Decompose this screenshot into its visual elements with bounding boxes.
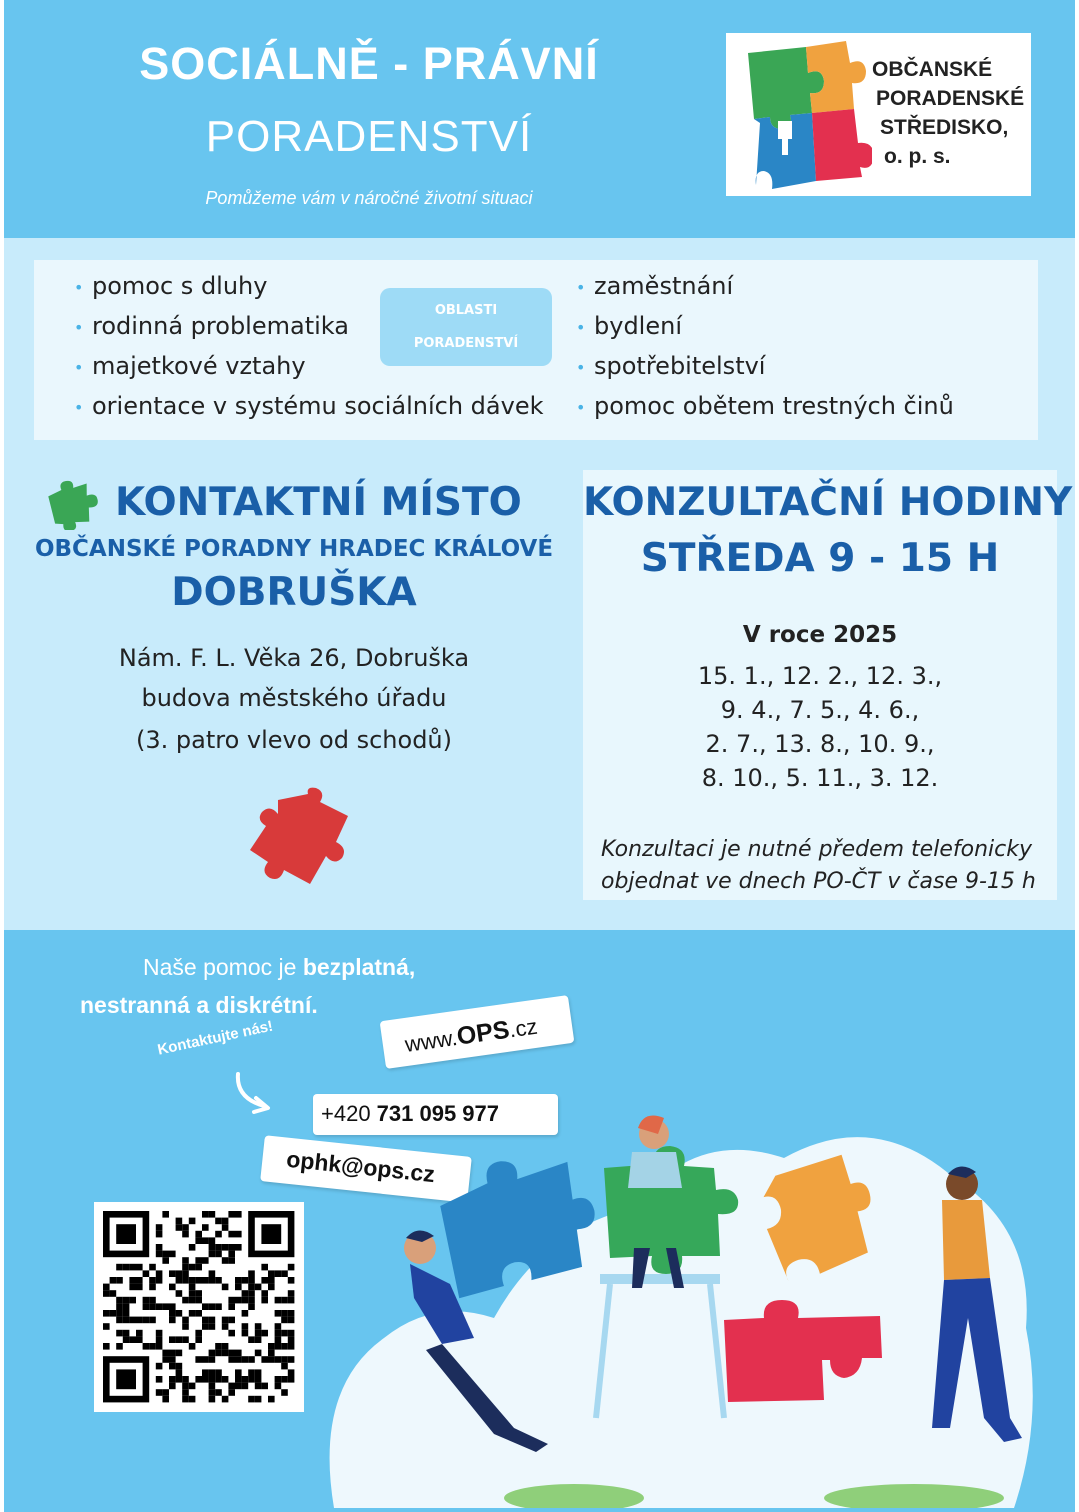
logo-text — [872, 55, 1024, 171]
consultation-note-2: objednat ve dnech PO-ČT v čase 9-15 h — [601, 869, 1036, 894]
consultation-title-2: STŘEDA 9 - 15 H — [640, 536, 1000, 581]
address-line-2: budova městského úřadu — [141, 684, 447, 712]
footer — [4, 930, 1075, 1512]
organization-logo — [726, 33, 1031, 196]
consultation-title-1: KONZULTAČNÍ HODINY — [583, 480, 1073, 525]
consultation-hours — [583, 470, 1073, 900]
logo-line-4: o. p. s. — [884, 145, 951, 168]
area-item: • pomoc s dluhy — [70, 266, 544, 306]
team-puzzle-illustration — [314, 1088, 1054, 1508]
help-line-2: nestranná a diskrétní. — [80, 992, 318, 1018]
counseling-areas — [34, 260, 1038, 440]
consultation-dates-3: 2. 7., 13. 8., 10. 9., — [705, 730, 935, 758]
consultation-dates-1: 15. 1., 12. 2., 12. 3., — [697, 662, 943, 690]
consultation-note-1: Konzultaci je nutné předem telefonicky — [601, 837, 1032, 862]
qr-code[interactable] — [94, 1202, 304, 1412]
areas-list-right — [572, 266, 954, 426]
help-text-a: Naše pomoc je — [143, 954, 303, 980]
areas-badge — [380, 288, 552, 366]
contact-title: KONTAKTNÍ MÍSTO — [115, 480, 522, 525]
address-line-1: Nám. F. L. Věka 26, Dobruška — [118, 644, 470, 672]
address-line-3: (3. patro vlevo od schodů) — [136, 726, 452, 754]
areas-badge-line-2: PORADENSTVÍ — [413, 336, 519, 351]
contact-us-label: Kontaktujte nás! — [156, 1017, 275, 1059]
consultation-dates-2: 9. 4., 7. 5., 4. 6., — [720, 696, 920, 724]
consultation-year: V roce 2025 — [742, 622, 898, 648]
curved-arrow-icon — [230, 1070, 276, 1116]
tagline: Pomůžeme vám v náročné životní situaci — [205, 188, 533, 208]
logo-line-2: PORADENSKÉ — [876, 87, 1025, 110]
area-item: • pomoc obětem trestných činů — [572, 386, 954, 426]
area-item: • rodinná problematika — [70, 306, 544, 346]
email-link[interactable]: ophk@ops.cz — [260, 1135, 472, 1202]
green-puzzle-icon — [46, 478, 102, 530]
contact-subtitle: OBČANSKÉ PORADNY HRADEC KRÁLOVÉ — [34, 536, 554, 562]
web-prefix: www. — [403, 1024, 459, 1058]
area-item: • zaměstnání — [572, 266, 954, 306]
areas-badge-line-1: OBLASTI — [434, 303, 498, 318]
puzzle-logo-icon — [742, 33, 872, 196]
phone-prefix: +420 — [321, 1101, 377, 1126]
logo-line-3: STŘEDISKO, — [880, 116, 1009, 139]
area-item: • majetkové vztahy — [70, 346, 544, 386]
poster — [4, 0, 1075, 1512]
header — [4, 0, 1075, 238]
area-item: • orientace v systému sociálních dávek — [70, 386, 544, 426]
red-puzzle-icon — [244, 782, 354, 888]
help-text-b: bezplatná, — [302, 954, 416, 980]
area-item: • bydlení — [572, 306, 954, 346]
consultation-note — [601, 834, 1036, 898]
help-line-1 — [143, 954, 415, 981]
web-suffix: .cz — [507, 1013, 539, 1043]
web-name: OPS — [455, 1015, 512, 1051]
consultation-dates-4: 8. 10., 5. 11., 3. 12. — [701, 764, 939, 792]
website-link[interactable] — [380, 995, 575, 1069]
title-line-2: PORADENSTVÍ — [205, 112, 533, 161]
title-line-1: SOCIÁLNĚ - PRÁVNÍ — [139, 38, 599, 89]
phone-number: 731 095 977 — [376, 1101, 500, 1126]
area-item: • spotřebitelství — [572, 346, 954, 386]
contact-city: DOBRUŠKA — [171, 570, 417, 615]
logo-line-1: OBČANSKÉ — [872, 58, 993, 81]
